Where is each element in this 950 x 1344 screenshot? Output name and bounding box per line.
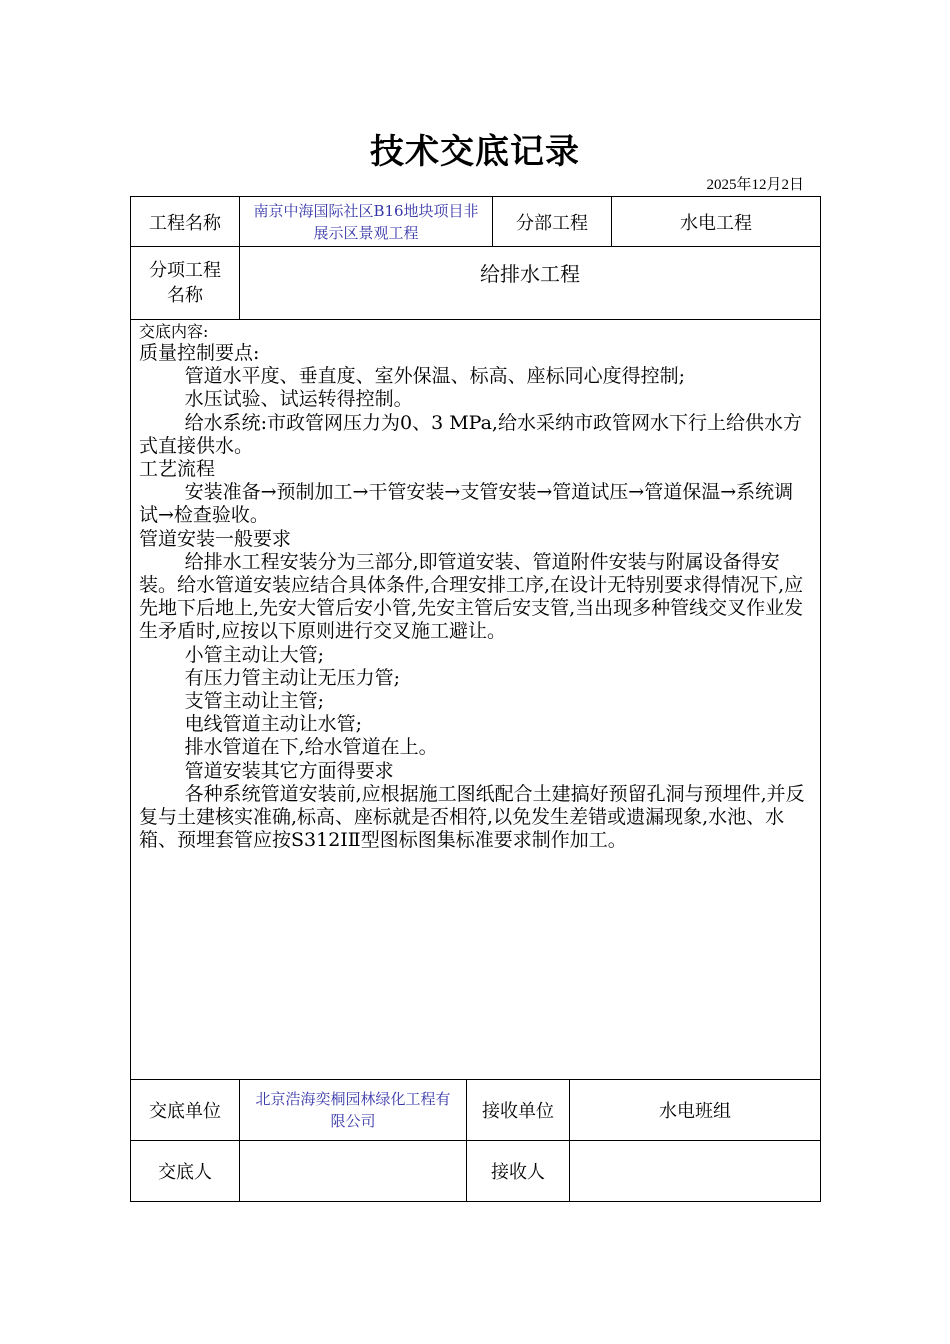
content-paragraph: 质量控制要点:: [139, 342, 260, 364]
issuer-unit-label: 交底单位: [131, 1080, 240, 1141]
receiver-person-value: [570, 1141, 821, 1202]
person-row: [131, 1141, 821, 1202]
unit-row: [131, 1080, 821, 1141]
content-paragraph: 给水系统:市政管网压力为0、3 MPa,给水采纳市政管网水下行上给供水方式直接供水。: [139, 411, 802, 457]
content-paragraph: 支管主动让主管;: [184, 690, 324, 713]
document-title: 技术交底记录: [370, 132, 580, 172]
division-value: 水电工程: [612, 197, 821, 247]
project-label: 工程名称: [131, 197, 240, 247]
content-paragraph: 电线管道主动让水管;: [184, 713, 362, 736]
document-date: 2025年12月2日: [706, 177, 804, 193]
receiver-unit-label: 接收单位: [467, 1080, 570, 1141]
content-paragraph: 管道水平度、垂直度、室外保温、标高、座标同心度得控制;: [184, 365, 685, 388]
sub-project-label-text: 分项工程名称: [149, 260, 221, 306]
issuer-unit-value: 北京浩海奕桐园林绿化工程有限公司: [240, 1080, 467, 1141]
project-name: 南京中海国际社区B16地块项目非展示区景观工程: [240, 197, 493, 247]
division-label: 分部工程: [493, 197, 612, 247]
disclosure-form-table: [130, 196, 821, 1202]
content-paragraph: 有压力管主动让无压力管;: [184, 666, 400, 689]
content-row: [131, 320, 821, 1080]
content-paragraph: 安装准备→预制加工→干管安装→支管安装→管道试压→管道保温→系统调试→检查验收。: [139, 481, 794, 527]
content-cell: [131, 320, 821, 1080]
receiver-unit-value: 水电班组: [570, 1080, 821, 1141]
issuer-person-label: 交底人: [131, 1141, 240, 1202]
sub-project-row: [131, 247, 821, 320]
content-paragraph: 管道安装其它方面得要求: [184, 759, 394, 782]
content-paragraph: 工艺流程: [139, 458, 216, 481]
issuer-person-value: [240, 1141, 467, 1202]
content-body: [139, 320, 812, 852]
sub-project-value: 给排水工程: [240, 247, 821, 320]
content-paragraph: 各种系统管道安装前,应根据施工图纸配合土建搞好预留孔洞与预埋件,并反复与土建核实准确,标高、座标就是否相符,以免发生差错或遗漏现象,水池、水箱、预埋套管应按S312ⅠⅡ型图标图集标准要求制作加工。: [139, 782, 805, 852]
content-paragraph: 水压试验、试运转得控制。: [184, 388, 413, 411]
project-row: [131, 197, 821, 247]
receiver-person-label: 接收人: [467, 1141, 570, 1202]
content-paragraph: 管道安装一般要求: [139, 527, 292, 550]
content-label: 交底内容:: [139, 322, 209, 341]
content-paragraph: 给排水工程安装分为三部分,即管道安装、管道附件安装与附属设备得安装。给水管道安装应结合具体条件,合理安排工序,在设计无特别要求得情况下,应先地下后地上,先安大管后安小管,先安主管后安支管,当出现多种管线交叉作业发生矛盾时,应按以下原则进行交叉施工避让。: [139, 550, 804, 643]
content-paragraph: 小管主动让大管;: [184, 643, 324, 666]
content-paragraph: 排水管道在下,给水管道在上。: [184, 736, 438, 759]
sub-project-label: [131, 247, 240, 320]
